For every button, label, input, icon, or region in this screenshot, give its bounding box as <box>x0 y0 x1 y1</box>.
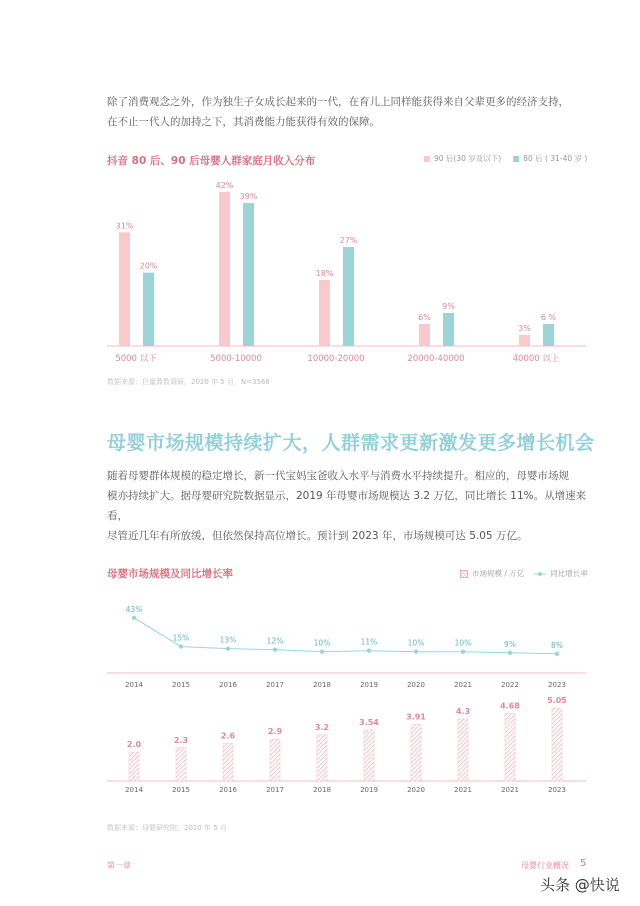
growth-point-6 <box>414 650 418 654</box>
line-year-1: 2015 <box>172 681 190 689</box>
bar-label-80s-2: 27% <box>339 236 358 245</box>
bar-year-4: 2018 <box>313 786 331 794</box>
growth-point-0 <box>132 616 136 620</box>
intro-paragraph <box>107 92 587 132</box>
bar-year-8: 2021 <box>501 786 519 794</box>
growth-point-3 <box>273 647 277 651</box>
bar-year-1: 2015 <box>172 786 190 794</box>
bar-80s-3 <box>443 313 454 346</box>
section-paragraph <box>107 466 589 546</box>
line-year-9: 2023 <box>548 681 566 689</box>
bar-90s-3 <box>419 324 430 346</box>
intro-line-2: 在不止一代人的加持之下，其消费能力能获得有效的保障。 <box>107 116 380 128</box>
growth-label-2: 13% <box>219 635 237 645</box>
category-label-4: 40000 以上 <box>512 354 560 364</box>
market-label-6: 3.91 <box>406 712 426 722</box>
footer-section: 母婴行业概况 <box>521 861 569 870</box>
market-label-7: 4.3 <box>455 706 471 716</box>
market-bar-1 <box>176 748 186 781</box>
bar-80s-4 <box>543 324 554 346</box>
section-heading: 母婴市场规模持续扩大，人群需求更新激发更多增长机会 <box>107 432 595 454</box>
market-label-8: 4.68 <box>500 701 520 711</box>
category-label-2: 10000-20000 <box>307 354 365 364</box>
legend-label-growth: 同比增长率 <box>550 569 588 578</box>
bar-label-80s-4: 6 % <box>540 313 557 322</box>
section-line-1: 随着母婴群体规模的稳定增长，新一代宝妈宝爸收入水平与消费水平持续提升。相应的，母婴市场规 <box>107 470 569 482</box>
bar-label-90s-1: 42% <box>215 181 234 190</box>
legend-label-90: 90 后(30 岁及以下) <box>434 154 502 163</box>
legend-label-market: 市场规模 / 万亿 <box>472 569 525 578</box>
growth-point-9 <box>555 652 559 656</box>
growth-label-0: 43% <box>125 604 143 614</box>
bar-label-80s-3: 9% <box>442 302 455 311</box>
growth-line <box>134 618 557 654</box>
growth-label-5: 11% <box>360 637 378 647</box>
footer-chapter: 第一章 <box>107 861 131 870</box>
growth-label-3: 12% <box>266 636 284 646</box>
growth-label-9: 8% <box>551 640 563 650</box>
line-year-4: 2018 <box>313 681 331 689</box>
footer-page-number: 5 <box>580 858 587 869</box>
market-label-5: 3.54 <box>359 717 379 727</box>
line-year-7: 2021 <box>454 681 472 689</box>
market-label-9: 5.05 <box>547 696 567 706</box>
bar-90s-1 <box>219 192 230 346</box>
bar-80s-1 <box>243 203 254 346</box>
line-year-5: 2019 <box>360 681 378 689</box>
legend-swatch-market <box>460 570 468 578</box>
bar-80s-0 <box>143 273 154 346</box>
category-label-1: 5000-10000 <box>210 354 262 364</box>
growth-point-2 <box>226 646 230 650</box>
bar-90s-0 <box>119 232 130 346</box>
line-year-8: 2022 <box>501 681 519 689</box>
growth-point-8 <box>508 651 512 655</box>
growth-label-6: 10% <box>407 638 425 648</box>
bar-year-6: 2020 <box>407 786 425 794</box>
bar-label-90s-0: 31% <box>115 221 134 231</box>
income-distribution-chart <box>100 170 600 370</box>
bar-label-90s-2: 18% <box>315 269 334 278</box>
market-label-2: 2.6 <box>220 731 236 741</box>
market-bar-8 <box>505 714 515 782</box>
growth-point-1 <box>179 644 183 648</box>
growth-point-5 <box>367 649 371 653</box>
growth-label-4: 10% <box>313 638 331 648</box>
growth-label-8: 9% <box>504 639 516 649</box>
market-bar-6 <box>411 725 421 781</box>
market-bar-0 <box>129 752 139 781</box>
line-year-2: 2016 <box>219 681 237 689</box>
chart1-title: 抖音 80 后、90 后母婴人群家庭月收入分布 <box>107 155 316 167</box>
section-line-2: 模亦持续扩大。据母婴研究院数据显示，2019 年母婴市场规模达 3.2 万亿，同比增长 11%。从增速来看， <box>107 490 587 522</box>
bar-year-2: 2016 <box>219 786 237 794</box>
watermark: 头条 @快说 <box>540 876 620 894</box>
growth-point-7 <box>461 650 465 654</box>
bar-label-90s-4: 3% <box>518 324 531 333</box>
chart2-title: 母婴市场规模及同比增长率 <box>107 568 233 580</box>
market-bar-9 <box>552 708 562 781</box>
bar-label-80s-0: 20% <box>139 261 158 271</box>
bar-90s-2 <box>319 280 330 346</box>
category-label-0: 5000 以下 <box>115 354 157 364</box>
chart1-legend <box>424 153 587 164</box>
legend-label-80: 80 后 ( 31-40 岁 ) <box>523 154 588 163</box>
bar-year-3: 2017 <box>266 786 284 794</box>
growth-label-1: 15% <box>172 633 190 643</box>
market-label-4: 3.2 <box>314 722 330 732</box>
bar-80s-2 <box>343 247 354 346</box>
chart2-source: 数据来源：母婴研究院，2020 年 5 月 <box>107 824 227 832</box>
bar-label-90s-3: 6% <box>418 313 431 322</box>
bar-90s-4 <box>519 335 530 346</box>
section-line-3: 尽管近几年有所放缓，但依然保持高位增长。预计到 2023 年，市场规模可达 5.05 万亿。 <box>107 530 528 542</box>
line-year-0: 2014 <box>125 681 143 689</box>
category-label-3: 20000-40000 <box>407 354 465 364</box>
growth-label-7: 10% <box>454 638 472 648</box>
chart1-source: 数据来源：巨量算数调研，2020 年 5 月，N=3568 <box>107 378 270 386</box>
line-year-6: 2020 <box>407 681 425 689</box>
market-bar-5 <box>364 730 374 781</box>
market-size-chart <box>100 590 600 805</box>
market-label-3: 2.9 <box>267 727 283 737</box>
chart2-legend <box>460 568 588 579</box>
market-bar-4 <box>317 735 327 781</box>
legend-swatch-90 <box>424 156 430 162</box>
market-label-1: 2.3 <box>173 735 189 745</box>
bar-year-9: 2023 <box>548 786 566 794</box>
intro-line-1: 除了消费观念之外，作为独生子女成长起来的一代，在育儿上同样能获得来自父辈更多的经济支持， <box>107 96 569 108</box>
bar-year-7: 2021 <box>454 786 472 794</box>
market-bar-7 <box>458 719 468 781</box>
bar-label-80s-1: 39% <box>239 192 258 201</box>
bar-year-0: 2014 <box>125 786 143 794</box>
legend-swatch-80 <box>513 156 519 162</box>
growth-point-4 <box>320 650 324 654</box>
line-year-3: 2017 <box>266 681 284 689</box>
market-label-0: 2.0 <box>126 740 142 750</box>
legend-line-icon <box>534 571 546 577</box>
market-bar-3 <box>270 739 280 781</box>
bar-year-5: 2019 <box>360 786 378 794</box>
market-bar-2 <box>223 744 233 782</box>
